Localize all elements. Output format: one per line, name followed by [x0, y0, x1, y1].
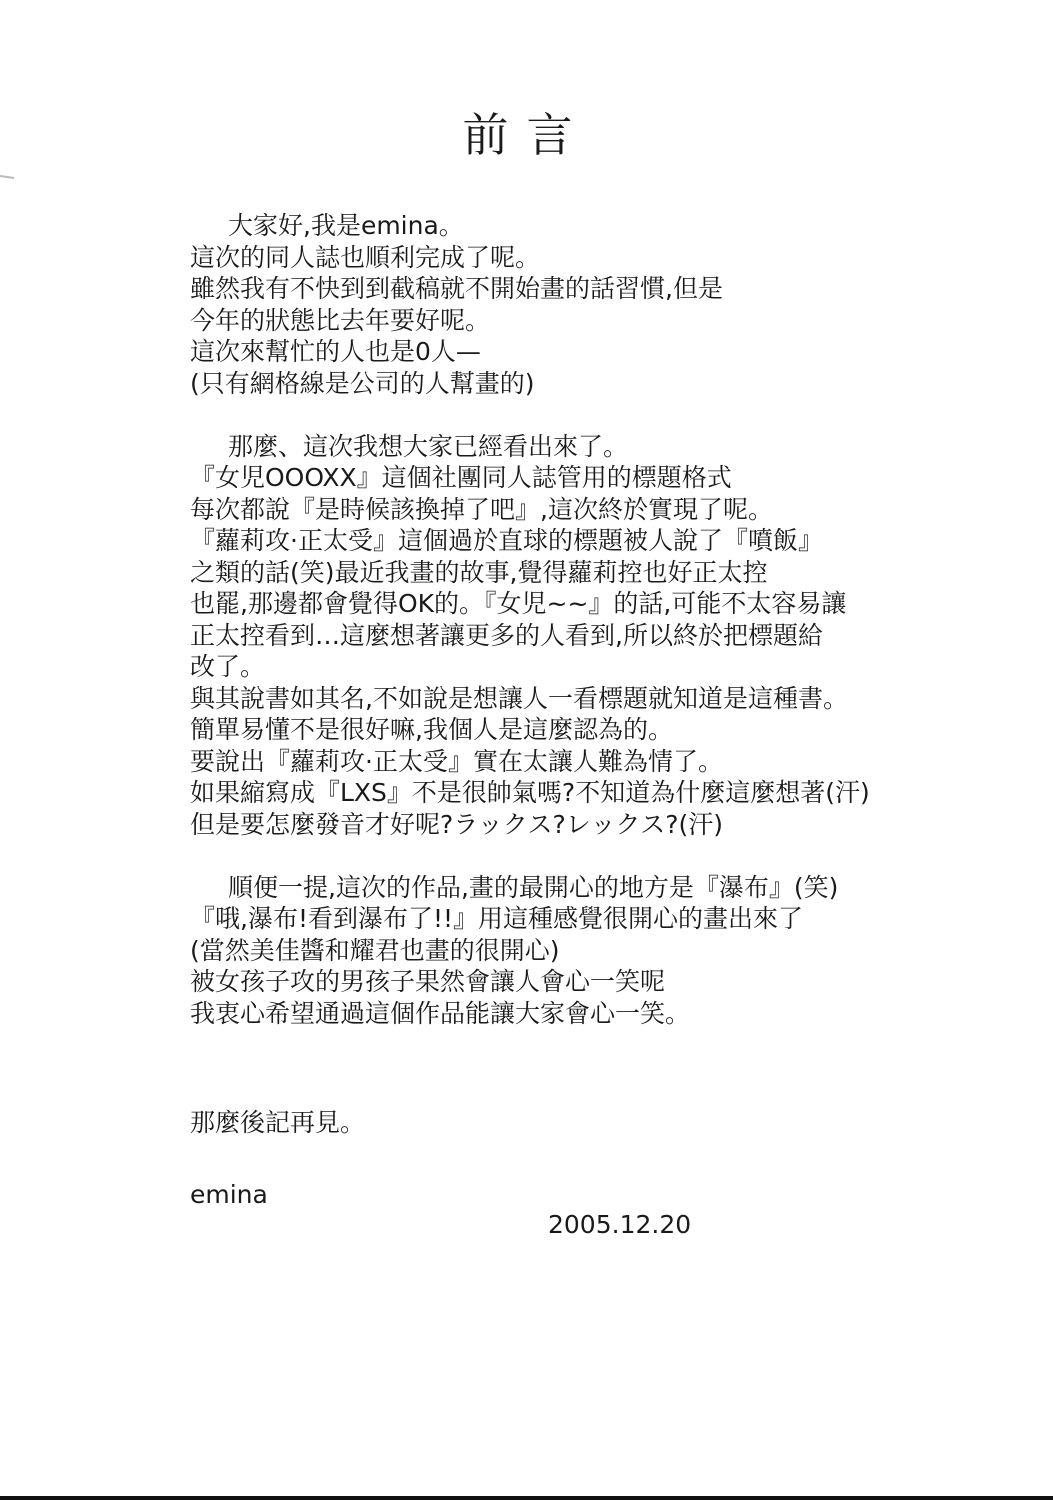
closing-line: 那麼後記再見。: [190, 1108, 366, 1137]
text-line: (只有網格線是公司的人幫畫的): [190, 368, 535, 398]
text-line: 這次的同人誌也順利完成了呢。: [190, 242, 541, 272]
text-line: (當然美佳醬和耀君也畫的很開心): [190, 935, 560, 965]
paragraph-gap: [190, 840, 1010, 872]
scan-mark: [0, 175, 14, 179]
text-line: 之類的話(笑)最近我畫的故事,覺得蘿莉控也好正太控: [190, 557, 768, 587]
text-line: 我衷心希望通過這個作品能讓大家會心一笑。: [190, 998, 691, 1028]
text-line: 『哦,瀑布!看到瀑布了!!』用這種感覺很開心的畫出來了: [190, 904, 804, 933]
text-line: 被女孩子攻的男孩子果然會讓人會心一笑呢: [190, 967, 666, 996]
text-line: 正太控看到…這麼想著讓更多的人看到,所以終於把標題給: [190, 620, 823, 650]
text-line: 雖然我有不快到到截稿就不開始畫的話習慣,但是: [190, 274, 723, 303]
text-line: 大家好,我是emina。: [228, 211, 464, 240]
paragraph-3: [190, 872, 1010, 1030]
page-title: 前言: [462, 108, 591, 162]
author-signature: emina: [190, 1180, 268, 1209]
text-line: 『女児OOOXX』這個社團同人誌管用的標題格式: [190, 463, 732, 492]
text-line: 今年的狀態比去年要好呢。: [190, 305, 491, 335]
text-line: 『蘿莉攻·正太受』這個過於直球的標題被人說了『噴飯』: [190, 526, 823, 555]
text-line: 順便一提,這次的作品,畫的最開心的地方是『瀑布』(笑): [228, 872, 839, 902]
paragraph-1: [190, 210, 1010, 399]
text-line: 也罷,那邊都會覺得OK的。『女児~~』的話,可能不太容易讓: [190, 589, 847, 618]
page-bottom-edge: [0, 1496, 1053, 1500]
text-line: 要說出『蘿莉攻·正太受』實在太讓人難為情了。: [190, 746, 723, 776]
text-line: 與其說書如其名,不如說是想讓人一看標題就知道是這種書。: [190, 683, 848, 713]
text-line: 簡單易懂不是很好嘛,我個人是這麼認為的。: [190, 715, 673, 744]
paragraph-gap: [190, 399, 1010, 431]
text-line: 那麼、這次我想大家已經看出來了。: [228, 431, 629, 461]
text-line: 這次來幫忙的人也是0人—: [190, 337, 481, 366]
date: 2005.12.20: [548, 1210, 692, 1239]
text-line: 但是要怎麼發音才好呢?ラックス?レックス?(汗): [190, 809, 724, 839]
text-line: 改了。: [190, 652, 266, 681]
paragraph-2: [190, 431, 1010, 841]
paragraph-gap: [190, 1029, 1010, 1107]
preface-body: [190, 210, 1010, 1139]
text-line: 每次都說『是時候該換掉了吧』,這次終於實現了呢。: [190, 494, 773, 524]
text-line: 如果縮寫成『LXS』不是很帥氣嗎?不知道為什麼這麼想著(汗): [190, 778, 870, 807]
